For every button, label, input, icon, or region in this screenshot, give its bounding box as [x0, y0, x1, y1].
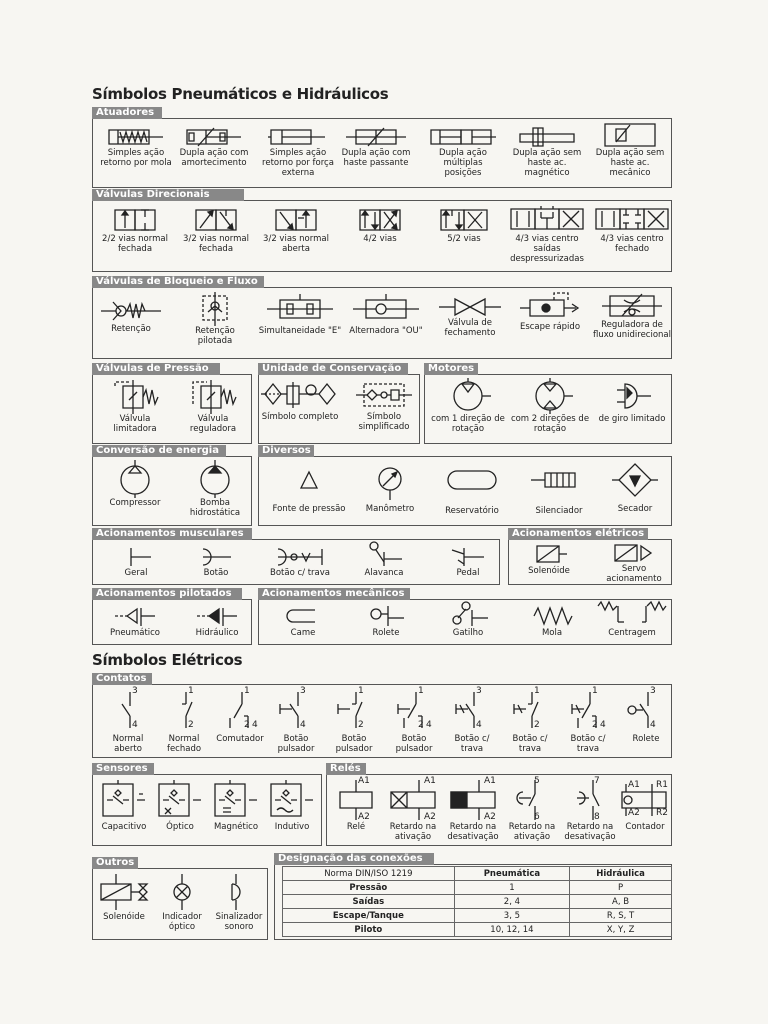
capacitive-sensor-icon — [99, 778, 149, 822]
relay-label: Relé — [346, 822, 366, 832]
pressure-valve-item — [98, 380, 172, 434]
table-cell: R, S, T — [570, 909, 672, 923]
reservoir-icon — [442, 468, 502, 492]
atuador-label: Dupla ação sem haste ac. mecânico — [595, 148, 665, 178]
off-delay-contact-icon — [565, 778, 615, 822]
table-cell: Piloto — [283, 923, 455, 937]
sensores-header: Sensores — [92, 763, 154, 775]
valve-label: 2/2 vias normal fechada — [102, 234, 168, 254]
contact-item — [386, 688, 442, 754]
acionamentos-eletricos-header: Acionamentos elétricos — [508, 528, 648, 540]
contact-item — [560, 688, 616, 754]
relay-terminal-label: A2 — [628, 808, 640, 818]
misc-label: Reservatório — [445, 506, 499, 516]
manual-actuation-label: Pedal — [456, 568, 480, 578]
contact-item — [502, 688, 558, 754]
atuador-item — [100, 126, 172, 168]
motor-two-directions-icon — [525, 378, 575, 414]
contact-terminal-label: 4 — [300, 720, 306, 730]
conversao-header: Conversão de energia — [92, 445, 226, 457]
push-button-icon — [199, 544, 233, 568]
dryer-icon — [610, 462, 660, 498]
valve-4-2-icon — [356, 206, 404, 234]
mechanical-actuation-label: Gatilho — [452, 628, 484, 638]
electric-title: Símbolos Elétricos — [92, 651, 243, 669]
table-header-row — [283, 867, 672, 881]
mechanical-actuation-item — [436, 600, 500, 638]
other-item — [156, 872, 208, 932]
contact-terminal-label: 4 — [252, 720, 258, 730]
valve-2-2-nc-icon — [111, 206, 159, 234]
atuador-label: Simples ação retorno por força externa — [262, 148, 334, 178]
conversion-item — [180, 460, 250, 518]
table-cell: Saídas — [283, 895, 455, 909]
acionamentos-pilotados-header: Acionamentos pilotados — [92, 588, 242, 600]
contact-terminal-label: 2 — [418, 720, 424, 730]
relay-item — [562, 778, 618, 842]
contact-label: Botão c/ trava — [454, 734, 490, 754]
motor-label: com 2 direções de rotação — [510, 414, 590, 434]
mechanical-actuation-label: Rolete — [372, 628, 400, 638]
valve-3-2-no-icon — [272, 206, 320, 234]
contact-item — [268, 688, 324, 754]
double-acting-cylinder-through-rod-icon — [344, 126, 408, 148]
outros-header: Outros — [92, 857, 138, 869]
table-header-cell: Hidráulica — [570, 867, 672, 881]
unidade-conservacao-header: Unidade de Conservação — [258, 363, 408, 375]
misc-item — [436, 468, 508, 516]
valve-label: 3/2 vias normal fechada — [183, 234, 249, 254]
shutoff-valve-icon — [437, 296, 503, 318]
valve-label: 4/2 vias — [363, 234, 397, 244]
contact-terminal-label: 2 — [244, 720, 250, 730]
diversos-header: Diversos — [258, 445, 314, 457]
flow-valve-label: Retenção pilotada — [195, 326, 235, 346]
motores-header: Motores — [424, 363, 478, 375]
flow-valve-item — [514, 290, 586, 332]
table-cell: 3, 5 — [454, 909, 569, 923]
contact-terminal-label: 1 — [418, 686, 424, 696]
atuador-label: Dupla ação múltiplas posições — [439, 148, 487, 178]
contact-terminal-label: 1 — [358, 686, 364, 696]
relay-item — [332, 778, 380, 832]
manual-actuation-item — [262, 544, 338, 578]
contact-terminal-label: 4 — [132, 720, 138, 730]
misc-item — [264, 466, 354, 514]
indicator-lamp-icon — [167, 872, 197, 912]
pressure-valve-label: Válvula limitadora — [113, 414, 157, 434]
manual-actuation-item — [352, 540, 416, 578]
relay-item — [444, 778, 502, 842]
flow-valve-label: Simultaneidade "E" — [258, 326, 342, 336]
atuador-item — [424, 126, 502, 178]
reles-header: Relés — [326, 763, 366, 775]
table-cell: 10, 12, 14 — [454, 923, 569, 937]
sensor-item — [152, 778, 208, 832]
atuador-item — [340, 126, 412, 168]
contact-label: Botão pulsador — [395, 734, 433, 754]
spring-center-icon — [596, 600, 668, 628]
relay-item — [618, 778, 672, 832]
other-label: Indicador óptico — [162, 912, 202, 932]
pilot-actuation-item — [100, 604, 170, 638]
flow-valve-label: Reguladora de fluxo unidirecional — [592, 320, 672, 340]
double-acting-multiposition-cylinder-icon — [428, 126, 498, 148]
inductive-sensor-icon — [267, 778, 317, 822]
table-cell: X, Y, Z — [570, 923, 672, 937]
contact-label: Normal fechado — [166, 734, 202, 754]
contact-terminal-label: 4 — [426, 720, 432, 730]
frl-item — [348, 378, 420, 432]
normally-open-contact-icon — [106, 688, 150, 734]
valve-item — [428, 206, 500, 244]
flow-valve-item — [258, 292, 342, 336]
motor-item — [594, 378, 670, 424]
pressure-relief-valve-icon — [105, 380, 165, 414]
relay-label: Retardo na desativação — [564, 822, 616, 842]
mechanical-actuation-item — [594, 600, 670, 638]
general-manual-icon — [119, 544, 153, 568]
manual-actuation-item — [440, 544, 496, 578]
frl-complete-icon — [261, 378, 339, 412]
push-button-no-contact-icon — [274, 688, 318, 734]
contact-label: Comutador — [216, 734, 264, 744]
table-row — [283, 881, 672, 895]
relay-terminal-label: A1 — [484, 776, 496, 786]
relay-terminal-label: A1 — [358, 776, 370, 786]
atuador-item — [258, 126, 338, 178]
flow-valve-item — [96, 298, 166, 334]
table-cell: Escape/Tanque — [283, 909, 455, 923]
contact-item — [100, 688, 156, 754]
motor-label: de giro limitado — [598, 414, 666, 424]
servo-actuation-icon — [609, 542, 659, 564]
atuador-item — [178, 126, 250, 168]
contact-terminal-label: 2 — [592, 720, 598, 730]
flow-regulator-icon — [600, 290, 664, 320]
flow-valve-item — [430, 296, 510, 338]
solenoid-valve-icon — [97, 872, 151, 912]
contatos-header: Contatos — [92, 673, 152, 685]
table-header-cell: Pneumática — [454, 867, 569, 881]
flow-valve-label: Retenção — [111, 324, 151, 334]
frl-label: Símbolo completo — [261, 412, 339, 422]
electric-actuation-item — [596, 542, 672, 584]
relay-terminal-label: A1 — [628, 780, 640, 790]
sensor-label: Indutivo — [274, 822, 310, 832]
pilot-actuation-item — [182, 604, 252, 638]
magnetic-sensor-icon — [211, 778, 261, 822]
relay-terminal-label: 8 — [594, 812, 600, 822]
frl-simplified-icon — [354, 378, 414, 412]
mechanical-actuation-label: Came — [290, 628, 316, 638]
normally-closed-contact-icon — [162, 688, 206, 734]
other-label: Solenóide — [103, 912, 145, 922]
quick-exhaust-icon — [518, 290, 582, 322]
frl-item — [260, 378, 340, 422]
valve-item — [344, 206, 416, 244]
pilot-actuation-label: Hidráulico — [195, 628, 239, 638]
valvulas-bloqueio-header: Válvulas de Bloqueio e Fluxo — [92, 276, 264, 288]
pneumatic-title: Símbolos Pneumáticos e Hidráulicos — [92, 85, 389, 103]
mechanical-actuation-item — [354, 604, 418, 638]
contact-label: Normal aberto — [112, 734, 144, 754]
pilot-actuation-label: Pneumático — [109, 628, 161, 638]
conversion-item — [100, 460, 170, 508]
contact-item — [444, 688, 500, 754]
lock-button-nc-contact-icon — [508, 688, 552, 734]
mechanical-actuation-item — [520, 604, 584, 638]
contact-terminal-label: 4 — [650, 720, 656, 730]
conversion-label: Bomba hidrostática — [189, 498, 241, 518]
relay-terminal-label: A1 — [424, 776, 436, 786]
solenoid-actuation-icon — [529, 542, 569, 566]
mechanical-actuation-label: Centragem — [608, 628, 656, 638]
contact-terminal-label: 4 — [600, 720, 606, 730]
electric-actuation-label: Servo acionamento — [606, 564, 662, 584]
misc-item — [524, 468, 594, 516]
check-valve-icon — [99, 298, 163, 324]
relay-item — [504, 778, 560, 842]
atuador-label: Simples ação retorno por mola — [100, 148, 172, 168]
acionamentos-musculares-header: Acionamentos musculares — [92, 528, 252, 540]
rodless-cylinder-magnetic-icon — [517, 126, 577, 148]
motor-label: com 1 direção de rotação — [431, 414, 505, 434]
misc-label: Manômetro — [365, 504, 415, 514]
contact-terminal-label: 3 — [476, 686, 482, 696]
table-header-cell: Norma DIN/ISO 1219 — [283, 867, 455, 881]
valve-item — [96, 206, 174, 254]
valve-3-2-nc-icon — [192, 206, 240, 234]
atuador-item — [592, 122, 668, 178]
hydraulic-pilot-icon — [195, 604, 239, 628]
spring-icon — [530, 604, 574, 628]
manual-actuation-label: Alavanca — [364, 568, 404, 578]
compressor-icon — [112, 460, 158, 498]
relay-item — [384, 778, 442, 842]
table-row — [283, 923, 672, 937]
sensor-item — [264, 778, 320, 832]
pneumatic-pilot-icon — [113, 604, 157, 628]
relay-label: Contador — [625, 822, 665, 832]
valve-label: 4/3 vias centro fechado — [600, 234, 664, 254]
contact-item — [156, 688, 212, 754]
single-acting-cylinder-external-force-icon — [268, 126, 328, 148]
motor-item — [510, 378, 590, 434]
contact-label: Botão pulsador — [335, 734, 373, 754]
push-button-nc-contact-icon — [332, 688, 376, 734]
motor-one-direction-icon — [443, 378, 493, 414]
relay-terminal-label: 7 — [594, 776, 600, 786]
contact-terminal-label: 3 — [300, 686, 306, 696]
manual-actuation-label: Botão — [203, 568, 229, 578]
sensor-label: Magnético — [213, 822, 259, 832]
table-cell: P — [570, 881, 672, 895]
table-row — [283, 909, 672, 923]
misc-item — [360, 466, 420, 514]
other-label: Sinalizador sonoro — [215, 912, 263, 932]
atuador-label: Dupla ação sem haste ac. magnético — [512, 148, 582, 178]
misc-item — [604, 462, 666, 514]
relay-label: Retardo na desativação — [447, 822, 499, 842]
atuador-item — [508, 126, 586, 178]
buzzer-icon — [224, 872, 254, 912]
lever-icon — [364, 540, 404, 568]
connections-table — [282, 866, 672, 937]
table-cell: Pressão — [283, 881, 455, 895]
valve-4-3-depressurized-icon — [509, 204, 585, 234]
sensor-item — [208, 778, 264, 832]
contact-item — [618, 688, 674, 744]
motor-item — [428, 378, 508, 434]
piloted-check-valve-icon — [195, 292, 235, 326]
roller-contact-icon — [624, 688, 668, 734]
misc-label: Fonte de pressão — [272, 504, 346, 514]
pressure-valve-label: Válvula reguladora — [189, 414, 237, 434]
flow-valve-label: Alternadora "OU" — [349, 326, 423, 336]
hydraulic-pump-icon — [192, 460, 238, 498]
valve-item — [176, 206, 256, 254]
and-valve-icon — [265, 292, 335, 326]
relay-terminal-label: R2 — [656, 808, 668, 818]
contact-item — [326, 688, 382, 754]
contact-terminal-label: 2 — [188, 720, 194, 730]
electric-actuation-label: Solenóide — [528, 566, 570, 576]
relay-terminal-label: A2 — [424, 812, 436, 822]
contact-terminal-label: 1 — [534, 686, 540, 696]
sensor-item — [96, 778, 152, 832]
relay-label: Retardo na ativação — [389, 822, 437, 842]
valvulas-pressao-header: Válvulas de Pressão — [92, 363, 220, 375]
flow-valve-item — [180, 292, 250, 346]
atuador-label: Dupla ação com haste passante — [341, 148, 411, 168]
valve-label: 4/3 vias centro saídas despressurizadas — [510, 234, 584, 264]
sensor-label: Capacitivo — [101, 822, 147, 832]
trigger-roller-icon — [446, 600, 490, 628]
contact-terminal-label: 1 — [188, 686, 194, 696]
mechanical-actuation-item — [270, 604, 336, 638]
table-row — [283, 895, 672, 909]
cam-icon — [281, 604, 325, 628]
acionamentos-mecanicos-header: Acionamentos mecânicos — [258, 588, 410, 600]
flow-valve-label: Escape rápido — [519, 322, 581, 332]
contact-label: Botão c/ trava — [512, 734, 548, 754]
contact-label: Botão pulsador — [277, 734, 315, 754]
relay-terminal-label: A2 — [484, 812, 496, 822]
table-cell: 1 — [454, 881, 569, 895]
relay-icon — [334, 778, 378, 822]
pressure-valve-item — [176, 380, 250, 434]
manometer-icon — [375, 466, 405, 500]
manual-actuation-item — [108, 544, 164, 578]
flow-valve-item — [344, 292, 428, 336]
contact-item — [212, 688, 268, 744]
valve-4-3-closed-icon — [594, 204, 670, 234]
table-cell: 2, 4 — [454, 895, 569, 909]
valve-item — [592, 204, 672, 254]
contact-terminal-label: 3 — [650, 686, 656, 696]
push-button-lock-icon — [274, 544, 326, 568]
valvulas-direcionais-header: Válvulas Direcionais — [92, 189, 244, 201]
valve-label: 5/2 vias — [447, 234, 481, 244]
silencer-icon — [529, 468, 589, 492]
valve-item — [256, 206, 336, 254]
contact-terminal-label: 2 — [534, 720, 540, 730]
designacao-header: Designação das conexões — [274, 853, 434, 865]
pressure-source-icon — [294, 466, 324, 496]
manual-actuation-label: Geral — [124, 568, 148, 578]
valve-item — [504, 204, 590, 264]
single-acting-cylinder-spring-return-icon — [106, 126, 166, 148]
contact-label: Botão c/ trava — [570, 734, 606, 754]
other-item — [96, 872, 152, 922]
other-item — [212, 872, 266, 932]
roller-icon — [366, 604, 406, 628]
valve-5-2-icon — [437, 206, 491, 234]
atuador-label: Dupla ação com amortecimento — [179, 148, 249, 168]
table-cell: A, B — [570, 895, 672, 909]
or-valve-icon — [351, 292, 421, 326]
rodless-cylinder-mechanical-icon — [602, 122, 658, 148]
contact-terminal-label: 1 — [592, 686, 598, 696]
manual-actuation-label: Botão c/ trava — [270, 568, 330, 578]
motor-limited-rotation-icon — [607, 378, 657, 414]
sensor-label: Óptico — [166, 822, 194, 832]
relay-terminal-label: R1 — [656, 780, 668, 790]
contact-terminal-label: 2 — [358, 720, 364, 730]
atuadores-header: Atuadores — [92, 107, 162, 119]
relay-terminal-label: A2 — [358, 812, 370, 822]
contact-terminal-label: 1 — [244, 686, 250, 696]
mechanical-actuation-label: Mola — [541, 628, 563, 638]
contact-terminal-label: 4 — [476, 720, 482, 730]
flow-valve-item — [592, 290, 672, 340]
contact-label: Rolete — [632, 734, 660, 744]
manual-actuation-item — [188, 544, 244, 578]
relay-label: Retardo na ativação — [508, 822, 556, 842]
optical-sensor-icon — [155, 778, 205, 822]
misc-label: Secador — [617, 504, 653, 514]
relay-terminal-label: 5 — [534, 776, 540, 786]
relay-terminal-label: 6 — [534, 812, 540, 822]
conversion-label: Compressor — [109, 498, 161, 508]
frl-label: Símbolo simplificado — [358, 412, 410, 432]
electric-actuation-item — [514, 542, 584, 576]
pressure-regulator-valve-icon — [183, 380, 243, 414]
valve-label: 3/2 vias normal aberta — [263, 234, 329, 254]
double-acting-cylinder-cushioned-icon — [184, 126, 244, 148]
lock-button-no-contact-icon — [450, 688, 494, 734]
flow-valve-label: Válvula de fechamento — [444, 318, 496, 338]
contact-terminal-label: 3 — [132, 686, 138, 696]
pedal-icon — [448, 544, 488, 568]
misc-label: Silenciador — [535, 506, 583, 516]
on-delay-contact-icon — [507, 778, 557, 822]
